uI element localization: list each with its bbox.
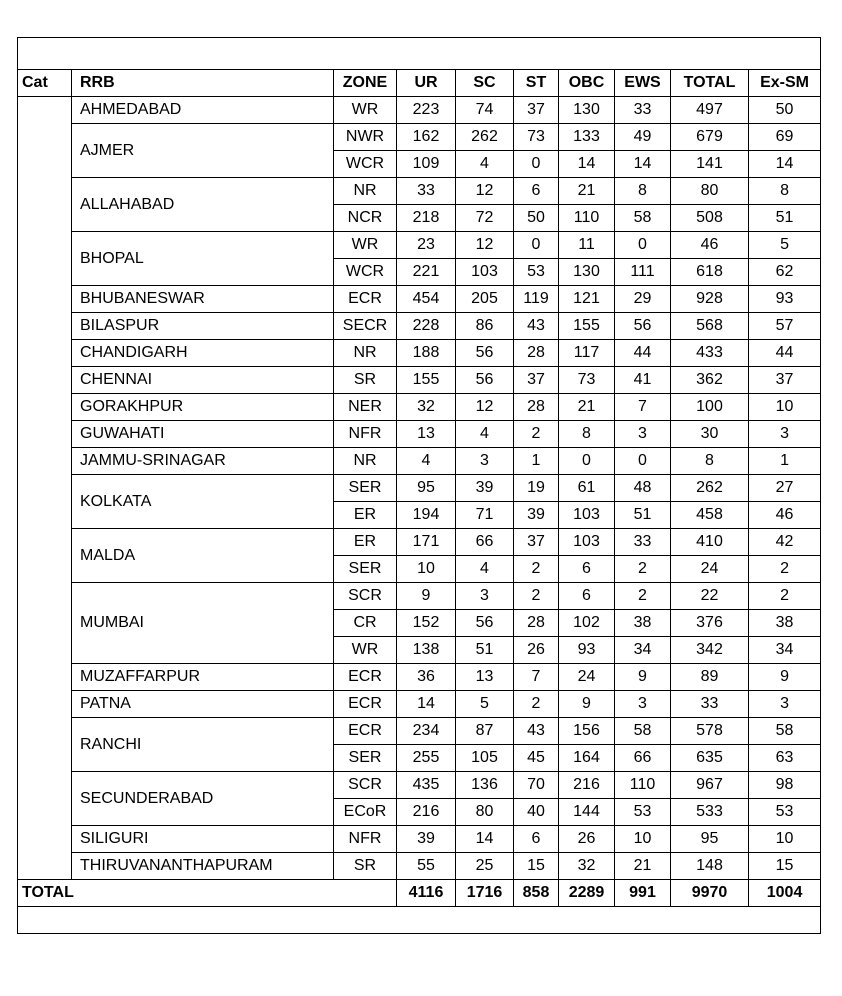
- zone-cell: SER: [334, 745, 397, 772]
- zone-cell: CR: [334, 610, 397, 637]
- st-cell: 45: [514, 745, 559, 772]
- obc-cell: 117: [559, 340, 615, 367]
- exsm-cell: 15: [749, 853, 821, 880]
- table-row: [18, 421, 821, 448]
- rrb-name-cell: GORAKHPUR: [72, 394, 334, 421]
- rrb-name-cell: AJMER: [72, 124, 334, 178]
- total-cell: 100: [671, 394, 749, 421]
- ews-cell: 0: [615, 448, 671, 475]
- col-header-cat: Cat: [18, 70, 72, 97]
- col-header-total: TOTAL: [671, 70, 749, 97]
- st-cell: 37: [514, 367, 559, 394]
- ews-cell: 29: [615, 286, 671, 313]
- exsm-cell: 69: [749, 124, 821, 151]
- total-ews-cell: 991: [615, 880, 671, 907]
- exsm-cell: 8: [749, 178, 821, 205]
- sc-cell: 3: [456, 583, 514, 610]
- zone-cell: NR: [334, 340, 397, 367]
- exsm-cell: 2: [749, 556, 821, 583]
- ur-cell: 221: [397, 259, 456, 286]
- ur-cell: 162: [397, 124, 456, 151]
- st-cell: 2: [514, 583, 559, 610]
- total-cell: 533: [671, 799, 749, 826]
- obc-cell: 121: [559, 286, 615, 313]
- total-cell: 22: [671, 583, 749, 610]
- sc-cell: 3: [456, 448, 514, 475]
- obc-cell: 61: [559, 475, 615, 502]
- zone-cell: ECR: [334, 691, 397, 718]
- total-cell: 262: [671, 475, 749, 502]
- table-row: [18, 718, 821, 745]
- rrb-name-cell: RANCHI: [72, 718, 334, 772]
- st-cell: 37: [514, 97, 559, 124]
- ur-cell: 188: [397, 340, 456, 367]
- zone-cell: NER: [334, 394, 397, 421]
- st-cell: 2: [514, 691, 559, 718]
- exsm-cell: 44: [749, 340, 821, 367]
- ur-cell: 13: [397, 421, 456, 448]
- total-cell: 80: [671, 178, 749, 205]
- zone-cell: NFR: [334, 421, 397, 448]
- ews-cell: 14: [615, 151, 671, 178]
- zone-cell: WCR: [334, 259, 397, 286]
- st-cell: 2: [514, 421, 559, 448]
- ur-cell: 234: [397, 718, 456, 745]
- table-row: [18, 448, 821, 475]
- obc-cell: 110: [559, 205, 615, 232]
- st-cell: 43: [514, 718, 559, 745]
- rrb-name-cell: SECUNDERABAD: [72, 772, 334, 826]
- ur-cell: 171: [397, 529, 456, 556]
- exsm-cell: 93: [749, 286, 821, 313]
- exsm-cell: 14: [749, 151, 821, 178]
- total-cell: 967: [671, 772, 749, 799]
- rrb-name-cell: BILASPUR: [72, 313, 334, 340]
- obc-cell: 155: [559, 313, 615, 340]
- st-cell: 37: [514, 529, 559, 556]
- rrb-name-cell: MUMBAI: [72, 583, 334, 664]
- ur-cell: 138: [397, 637, 456, 664]
- ews-cell: 33: [615, 529, 671, 556]
- rrb-name-cell: CHENNAI: [72, 367, 334, 394]
- ews-cell: 8: [615, 178, 671, 205]
- total-cell: 8: [671, 448, 749, 475]
- col-header-obc: OBC: [559, 70, 615, 97]
- total-cell: 46: [671, 232, 749, 259]
- total-cell: 679: [671, 124, 749, 151]
- zone-cell: NR: [334, 448, 397, 475]
- ews-cell: 53: [615, 799, 671, 826]
- rrb-name-cell: KOLKATA: [72, 475, 334, 529]
- ur-cell: 435: [397, 772, 456, 799]
- st-cell: 53: [514, 259, 559, 286]
- ur-cell: 454: [397, 286, 456, 313]
- total-total-cell: 9970: [671, 880, 749, 907]
- st-cell: 40: [514, 799, 559, 826]
- rrb-name-cell: MALDA: [72, 529, 334, 583]
- sc-cell: 51: [456, 637, 514, 664]
- obc-cell: 133: [559, 124, 615, 151]
- zone-cell: WR: [334, 637, 397, 664]
- exsm-cell: 57: [749, 313, 821, 340]
- obc-cell: 130: [559, 259, 615, 286]
- exsm-cell: 38: [749, 610, 821, 637]
- total-cell: 578: [671, 718, 749, 745]
- ews-cell: 56: [615, 313, 671, 340]
- st-cell: 19: [514, 475, 559, 502]
- ews-cell: 7: [615, 394, 671, 421]
- total-cell: 362: [671, 367, 749, 394]
- st-cell: 28: [514, 394, 559, 421]
- total-cell: 24: [671, 556, 749, 583]
- obc-cell: 164: [559, 745, 615, 772]
- ur-cell: 55: [397, 853, 456, 880]
- obc-cell: 130: [559, 97, 615, 124]
- obc-cell: 21: [559, 178, 615, 205]
- obc-cell: 144: [559, 799, 615, 826]
- ur-cell: 32: [397, 394, 456, 421]
- obc-cell: 24: [559, 664, 615, 691]
- zone-cell: WR: [334, 232, 397, 259]
- ur-cell: 109: [397, 151, 456, 178]
- table-row: [18, 394, 821, 421]
- st-cell: 1: [514, 448, 559, 475]
- total-obc-cell: 2289: [559, 880, 615, 907]
- obc-cell: 26: [559, 826, 615, 853]
- total-cell: 618: [671, 259, 749, 286]
- sc-cell: 205: [456, 286, 514, 313]
- exsm-cell: 5: [749, 232, 821, 259]
- zone-cell: NCR: [334, 205, 397, 232]
- exsm-cell: 62: [749, 259, 821, 286]
- exsm-cell: 10: [749, 826, 821, 853]
- exsm-cell: 42: [749, 529, 821, 556]
- sc-cell: 80: [456, 799, 514, 826]
- total-cell: 95: [671, 826, 749, 853]
- obc-cell: 103: [559, 502, 615, 529]
- col-header-exsm: Ex-SM: [749, 70, 821, 97]
- ews-cell: 2: [615, 556, 671, 583]
- total-ur-cell: 4116: [397, 880, 456, 907]
- exsm-cell: 27: [749, 475, 821, 502]
- rrb-name-cell: THIRUVANANTHAPURAM: [72, 853, 334, 880]
- sc-cell: 4: [456, 421, 514, 448]
- table-row: [18, 853, 821, 880]
- exsm-cell: 98: [749, 772, 821, 799]
- ews-cell: 38: [615, 610, 671, 637]
- ews-cell: 48: [615, 475, 671, 502]
- st-cell: 6: [514, 826, 559, 853]
- st-cell: 15: [514, 853, 559, 880]
- ews-cell: 66: [615, 745, 671, 772]
- ur-cell: 152: [397, 610, 456, 637]
- st-cell: 39: [514, 502, 559, 529]
- sc-cell: 71: [456, 502, 514, 529]
- table-row: [18, 772, 821, 799]
- exsm-cell: 63: [749, 745, 821, 772]
- total-cell: 458: [671, 502, 749, 529]
- total-cell: 342: [671, 637, 749, 664]
- ews-cell: 110: [615, 772, 671, 799]
- total-cell: 433: [671, 340, 749, 367]
- ews-cell: 33: [615, 97, 671, 124]
- ews-cell: 58: [615, 205, 671, 232]
- sc-cell: 25: [456, 853, 514, 880]
- ews-cell: 41: [615, 367, 671, 394]
- st-cell: 50: [514, 205, 559, 232]
- total-cell: 148: [671, 853, 749, 880]
- st-cell: 6: [514, 178, 559, 205]
- sc-cell: 56: [456, 340, 514, 367]
- ews-cell: 10: [615, 826, 671, 853]
- obc-cell: 6: [559, 556, 615, 583]
- sc-cell: 56: [456, 367, 514, 394]
- st-cell: 0: [514, 151, 559, 178]
- ur-cell: 255: [397, 745, 456, 772]
- sc-cell: 4: [456, 556, 514, 583]
- st-cell: 70: [514, 772, 559, 799]
- zone-cell: ER: [334, 529, 397, 556]
- ews-cell: 21: [615, 853, 671, 880]
- rrb-name-cell: GUWAHATI: [72, 421, 334, 448]
- obc-cell: 0: [559, 448, 615, 475]
- rrb-name-cell: MUZAFFARPUR: [72, 664, 334, 691]
- ews-cell: 3: [615, 691, 671, 718]
- zone-cell: SCR: [334, 583, 397, 610]
- table-row: [18, 178, 821, 205]
- zone-cell: SR: [334, 367, 397, 394]
- zone-cell: WR: [334, 97, 397, 124]
- table-row: [18, 313, 821, 340]
- table-blank-footer-row: [18, 907, 821, 934]
- total-cell: 410: [671, 529, 749, 556]
- total-cell: 141: [671, 151, 749, 178]
- rrb-name-cell: SILIGURI: [72, 826, 334, 853]
- sc-cell: 14: [456, 826, 514, 853]
- ur-cell: 14: [397, 691, 456, 718]
- obc-cell: 216: [559, 772, 615, 799]
- zone-cell: ER: [334, 502, 397, 529]
- obc-cell: 11: [559, 232, 615, 259]
- st-cell: 73: [514, 124, 559, 151]
- ur-cell: 223: [397, 97, 456, 124]
- table-row: [18, 97, 821, 124]
- ews-cell: 9: [615, 664, 671, 691]
- st-cell: 119: [514, 286, 559, 313]
- exsm-cell: 9: [749, 664, 821, 691]
- total-cell: 508: [671, 205, 749, 232]
- table-row: [18, 691, 821, 718]
- zone-cell: ECoR: [334, 799, 397, 826]
- ews-cell: 44: [615, 340, 671, 367]
- st-cell: 28: [514, 610, 559, 637]
- sc-cell: 86: [456, 313, 514, 340]
- st-cell: 43: [514, 313, 559, 340]
- sc-cell: 39: [456, 475, 514, 502]
- table-row: [18, 286, 821, 313]
- table-header-row: [18, 70, 821, 97]
- ur-cell: 39: [397, 826, 456, 853]
- ur-cell: 95: [397, 475, 456, 502]
- sc-cell: 12: [456, 394, 514, 421]
- col-header-st: ST: [514, 70, 559, 97]
- ews-cell: 58: [615, 718, 671, 745]
- zone-cell: SER: [334, 475, 397, 502]
- table-row: [18, 475, 821, 502]
- rrb-name-cell: BHUBANESWAR: [72, 286, 334, 313]
- obc-cell: 9: [559, 691, 615, 718]
- ews-cell: 111: [615, 259, 671, 286]
- blank-cell: [18, 38, 821, 70]
- sc-cell: 56: [456, 610, 514, 637]
- sc-cell: 136: [456, 772, 514, 799]
- st-cell: 26: [514, 637, 559, 664]
- total-cell: 376: [671, 610, 749, 637]
- col-header-ews: EWS: [615, 70, 671, 97]
- exsm-cell: 1: [749, 448, 821, 475]
- zone-cell: NWR: [334, 124, 397, 151]
- ur-cell: 33: [397, 178, 456, 205]
- sc-cell: 4: [456, 151, 514, 178]
- ur-cell: 194: [397, 502, 456, 529]
- exsm-cell: 51: [749, 205, 821, 232]
- sc-cell: 12: [456, 178, 514, 205]
- total-label: TOTAL: [18, 880, 397, 907]
- zone-cell: ECR: [334, 286, 397, 313]
- total-st-cell: 858: [514, 880, 559, 907]
- st-cell: 0: [514, 232, 559, 259]
- sc-cell: 12: [456, 232, 514, 259]
- rrb-name-cell: CHANDIGARH: [72, 340, 334, 367]
- obc-cell: 14: [559, 151, 615, 178]
- obc-cell: 32: [559, 853, 615, 880]
- ews-cell: 3: [615, 421, 671, 448]
- exsm-cell: 10: [749, 394, 821, 421]
- rrb-name-cell: PATNA: [72, 691, 334, 718]
- table-row: [18, 583, 821, 610]
- obc-cell: 8: [559, 421, 615, 448]
- exsm-cell: 3: [749, 691, 821, 718]
- exsm-cell: 46: [749, 502, 821, 529]
- sc-cell: 66: [456, 529, 514, 556]
- ews-cell: 2: [615, 583, 671, 610]
- ur-cell: 36: [397, 664, 456, 691]
- exsm-cell: 53: [749, 799, 821, 826]
- table-row: [18, 124, 821, 151]
- zone-cell: WCR: [334, 151, 397, 178]
- ur-cell: 228: [397, 313, 456, 340]
- table-row: [18, 826, 821, 853]
- sc-cell: 103: [456, 259, 514, 286]
- ur-cell: 10: [397, 556, 456, 583]
- sc-cell: 105: [456, 745, 514, 772]
- vacancy-table: [17, 37, 821, 934]
- exsm-cell: 37: [749, 367, 821, 394]
- zone-cell: ECR: [334, 664, 397, 691]
- obc-cell: 21: [559, 394, 615, 421]
- total-cell: 30: [671, 421, 749, 448]
- st-cell: 2: [514, 556, 559, 583]
- table-row: [18, 664, 821, 691]
- obc-cell: 156: [559, 718, 615, 745]
- col-header-ur: UR: [397, 70, 456, 97]
- exsm-cell: 3: [749, 421, 821, 448]
- zone-cell: SER: [334, 556, 397, 583]
- total-cell: 89: [671, 664, 749, 691]
- sc-cell: 13: [456, 664, 514, 691]
- sc-cell: 87: [456, 718, 514, 745]
- zone-cell: SCR: [334, 772, 397, 799]
- ews-cell: 34: [615, 637, 671, 664]
- table-row: [18, 340, 821, 367]
- ur-cell: 218: [397, 205, 456, 232]
- ur-cell: 9: [397, 583, 456, 610]
- zone-cell: SR: [334, 853, 397, 880]
- col-header-zone: ZONE: [334, 70, 397, 97]
- st-cell: 7: [514, 664, 559, 691]
- rrb-name-cell: AHMEDABAD: [72, 97, 334, 124]
- sc-cell: 74: [456, 97, 514, 124]
- table-blank-header-row: [18, 38, 821, 70]
- total-exsm-cell: 1004: [749, 880, 821, 907]
- total-cell: 33: [671, 691, 749, 718]
- rrb-name-cell: ALLAHABAD: [72, 178, 334, 232]
- total-cell: 568: [671, 313, 749, 340]
- cat-cell: [18, 97, 72, 880]
- ews-cell: 0: [615, 232, 671, 259]
- total-sc-cell: 1716: [456, 880, 514, 907]
- ur-cell: 23: [397, 232, 456, 259]
- total-row: [18, 880, 821, 907]
- ews-cell: 49: [615, 124, 671, 151]
- zone-cell: NR: [334, 178, 397, 205]
- table-row: [18, 367, 821, 394]
- blank-cell: [18, 907, 821, 934]
- total-cell: 635: [671, 745, 749, 772]
- table-row: [18, 232, 821, 259]
- obc-cell: 102: [559, 610, 615, 637]
- rrb-name-cell: BHOPAL: [72, 232, 334, 286]
- sc-cell: 72: [456, 205, 514, 232]
- obc-cell: 6: [559, 583, 615, 610]
- exsm-cell: 2: [749, 583, 821, 610]
- ews-cell: 51: [615, 502, 671, 529]
- table-row: [18, 529, 821, 556]
- zone-cell: SECR: [334, 313, 397, 340]
- zone-cell: NFR: [334, 826, 397, 853]
- exsm-cell: 58: [749, 718, 821, 745]
- obc-cell: 73: [559, 367, 615, 394]
- exsm-cell: 50: [749, 97, 821, 124]
- col-header-rrb: RRB: [72, 70, 334, 97]
- sc-cell: 5: [456, 691, 514, 718]
- total-cell: 928: [671, 286, 749, 313]
- col-header-sc: SC: [456, 70, 514, 97]
- rrb-name-cell: JAMMU-SRINAGAR: [72, 448, 334, 475]
- ur-cell: 4: [397, 448, 456, 475]
- obc-cell: 103: [559, 529, 615, 556]
- obc-cell: 93: [559, 637, 615, 664]
- exsm-cell: 34: [749, 637, 821, 664]
- zone-cell: ECR: [334, 718, 397, 745]
- ur-cell: 216: [397, 799, 456, 826]
- sc-cell: 262: [456, 124, 514, 151]
- st-cell: 28: [514, 340, 559, 367]
- ur-cell: 155: [397, 367, 456, 394]
- total-cell: 497: [671, 97, 749, 124]
